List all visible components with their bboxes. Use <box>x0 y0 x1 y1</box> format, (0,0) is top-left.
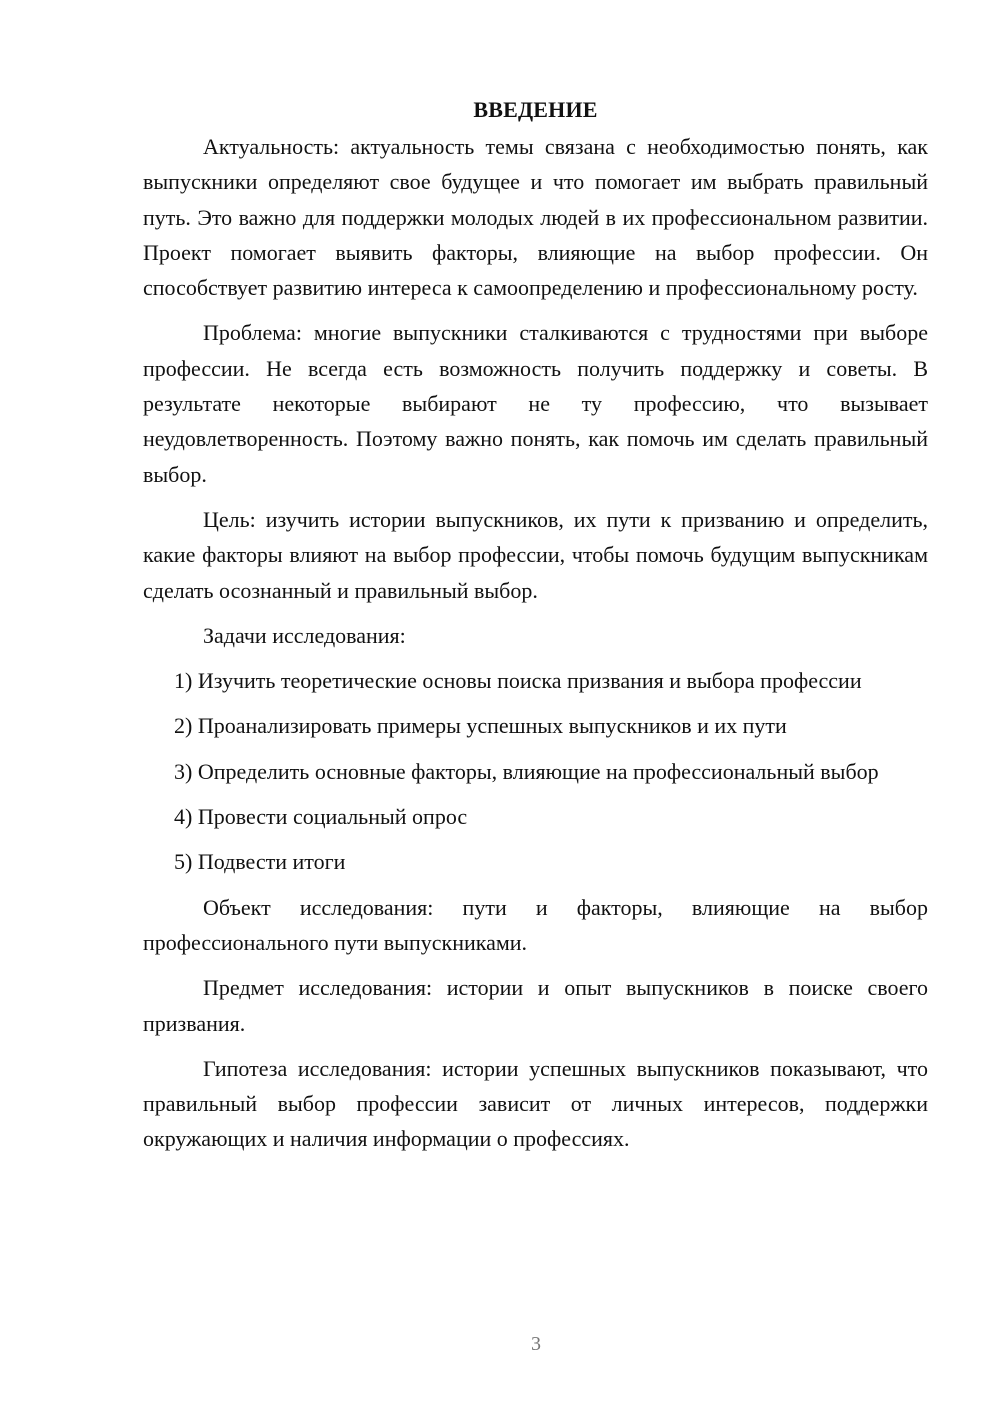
page-number: 3 <box>531 1333 541 1355</box>
paragraph-goal: Цель: изучить истории выпускников, их пути к призванию и определить, какие факторы влияют на выбор профессии, чтобы помочь будущим выпускникам сделать осознанный и правильный выбор. <box>143 506 928 603</box>
task-item-3: 3) Определить основные факторы, влияющие на профессиональный выбор <box>174 758 879 784</box>
task-item-4: 4) Провести социальный опрос <box>174 804 468 830</box>
task-item-5: 5) Подвести итоги <box>174 849 346 875</box>
paragraph-hypothesis: Гипотеза исследования: истории успешных выпускников показывают, что правильный выбор профессии зависит от личных интересов, поддержки окружающих и наличия информации о профессиях. <box>143 1055 928 1152</box>
paragraph-problem: Проблема: многие выпускники сталкиваются с трудностями при выборе профессии. Не всегда есть возможность получить поддержку и советы. В результате некоторые выбирают не ту профессию, что вызывает неудовлетворенность. Поэтому важно понять, как помочь им сделать правильный выбор. <box>143 320 928 487</box>
document-page <box>143 92 928 1157</box>
paragraph-relevance: Актуальность: актуальность темы связана с необходимостью понять, как выпускники определяют свое будущее и что помогает им выбрать правильный путь. Это важно для поддержки молодых людей в их профессиональном развитии. Проект помогает выявить факторы, влияющие на выбор профессии. Он способствует развитию интереса к самоопределению и профессиональному росту. <box>143 134 928 301</box>
paragraph-object: Объект исследования: пути и факторы, влияющие на выбор профессионального пути выпускниками. <box>143 894 928 955</box>
page-title: ВВЕДЕНИЕ <box>473 97 598 122</box>
tasks-heading: Задачи исследования: <box>203 622 406 648</box>
task-item-2: 2) Проанализировать примеры успешных выпускников и их пути <box>174 713 787 739</box>
task-item-1: 1) Изучить теоретические основы поиска призвания и выбора профессии <box>174 668 862 694</box>
paragraph-subject: Предмет исследования: истории и опыт выпускников в поиске своего призвания. <box>143 975 928 1036</box>
